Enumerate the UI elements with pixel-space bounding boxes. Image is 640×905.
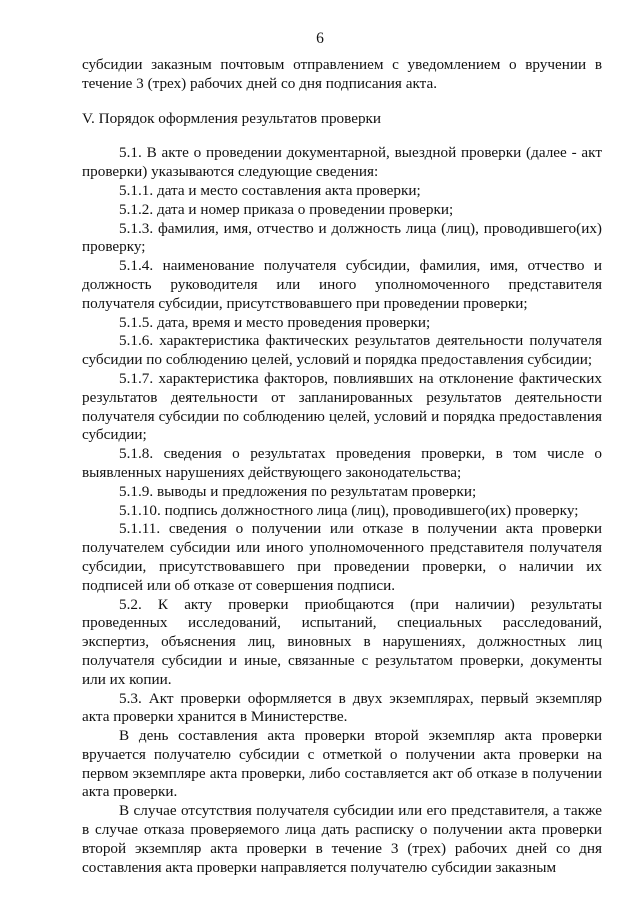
- paragraph-5-2: 5.2. К акту проверки приобщаются (при наличии) результаты проведенных исследований, испытаний, специальных расследований, экспертиз, объяснения лиц, виновных в нарушениях, должностных лиц получателя субсидии и иные, связанные с результатом проверки, документы или их копии.: [82, 595, 602, 688]
- section-heading: V. Порядок оформления результатов проверки: [82, 109, 382, 127]
- paragraph-5-1-4: 5.1.4. наименование получателя субсидии, фамилия, имя, отчество и должность руководителя или иного уполномоченного представителя получателя субсидии, присутствовавшего при проведении проверки;: [82, 257, 602, 312]
- paragraph-5-1-2: 5.1.2. дата и номер приказа о проведении проверки;: [119, 200, 454, 218]
- page-number: 6: [316, 30, 324, 47]
- paragraph-5-1-9: 5.1.9. выводы и предложения по результатам проверки;: [119, 482, 477, 500]
- paragraph-5-1-5: 5.1.5. дата, время и место проведения проверки;: [119, 313, 431, 331]
- paragraph-5-1-8: 5.1.8. сведения о результатах проведения проверки, в том числе о выявленных нарушениях действующего законодательства;: [82, 445, 602, 481]
- paragraph-5-1-11: 5.1.11. сведения о получении или отказе в получении акта проверки получателем субсидии или иного уполномоченного представителя получателя субсидии, присутствовавшего при проведении проверки, о наличии их подписей или об отказе от совершения подписи.: [82, 520, 602, 594]
- paragraph-5-1-7: 5.1.7. характеристика факторов, повлиявших на отклонение фактических результатов деятельности от запланированных результатов деятельности получателя субсидии по соблюдению целей, условий и порядка предоставления субсидии;: [82, 369, 602, 444]
- paragraph-5-1-10: 5.1.10. подпись должностного лица (лиц), проводившего(их) проверку;: [119, 501, 579, 519]
- paragraph-5-1-3: 5.1.3. фамилия, имя, отчество и должность лица (лиц), проводившего(их) проверку;: [82, 219, 602, 256]
- paragraph-5-1: 5.1. В акте о проведении документарной, выездной проверки (далее - акт проверки) указываются следующие сведения:: [82, 144, 602, 181]
- paragraph-5-1-1: 5.1.1. дата и место составления акта проверки;: [119, 181, 421, 199]
- paragraph-5-1-6: 5.1.6. характеристика фактических результатов деятельности получателя субсидии по соблюдению целей, условий и порядка предоставления субсидии;: [82, 332, 602, 369]
- paragraph-absence-case: В случае отсутствия получателя субсидии или его представителя, а также в случае отказа проверяемого лица дать расписку о получении акта проверки второй экземпляр акта проверки в течение 3 (трех) рабочих дней со дня составления акта проверки направляется получателю субсидии заказным: [82, 802, 602, 876]
- document-body: [82, 56, 602, 877]
- paragraph-delivery-day: В день составления акта проверки второй экземпляр акта проверки вручается получателю субсидии с отметкой о получении акта проверки на первом экземпляре акта проверки, либо составляется акт об отказе в получении акта проверки.: [82, 727, 602, 801]
- paragraph-continuation: субсидии заказным почтовым отправлением с уведомлением о вручении в течение 3 (трех) рабочих дней со дня подписания акта.: [82, 56, 602, 92]
- paragraph-5-3: 5.3. Акт проверки оформляется в двух экземплярах, первый экземпляр акта проверки хранится в Министерстве.: [82, 689, 602, 726]
